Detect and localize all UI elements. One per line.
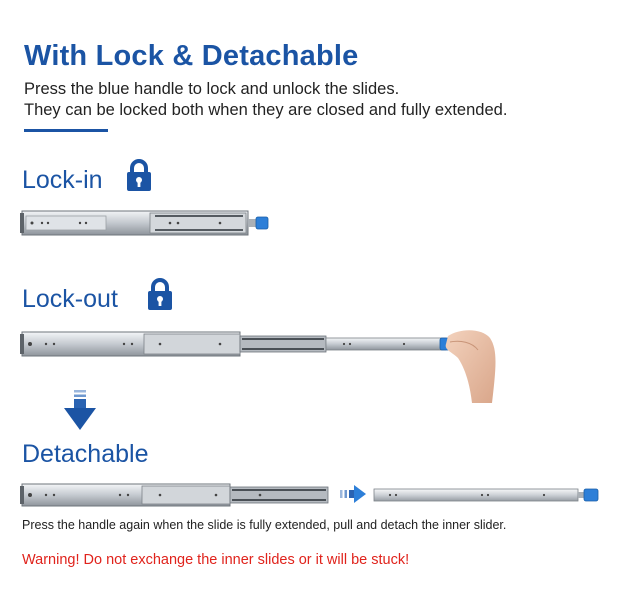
warning-text: Warning! Do not exchange the inner slides or it will be stuck! [22, 552, 410, 568]
padlock-closed-icon [125, 158, 153, 192]
subtitle-line-1: Press the blue handle to lock and unlock the slides. [24, 80, 400, 98]
slide-rail-closed [20, 207, 270, 239]
detachable-label: Detachable [22, 440, 149, 468]
slide-rail-outer [20, 481, 332, 509]
arrow-down-icon [64, 390, 96, 430]
lock-in-label: Lock-in [22, 166, 103, 194]
arrow-right-icon [340, 485, 366, 503]
title-underline [24, 129, 108, 132]
instruction-text: Press the handle again when the slide is fully extended, pull and detach the inner slider. [22, 518, 507, 532]
padlock-closed-icon [146, 277, 174, 311]
lock-out-label: Lock-out [22, 285, 118, 313]
page-title: With Lock & Detachable [24, 40, 359, 72]
slide-rail-inner [372, 484, 602, 506]
subtitle-line-2: They can be locked both when they are closed and fully extended. [24, 101, 508, 119]
